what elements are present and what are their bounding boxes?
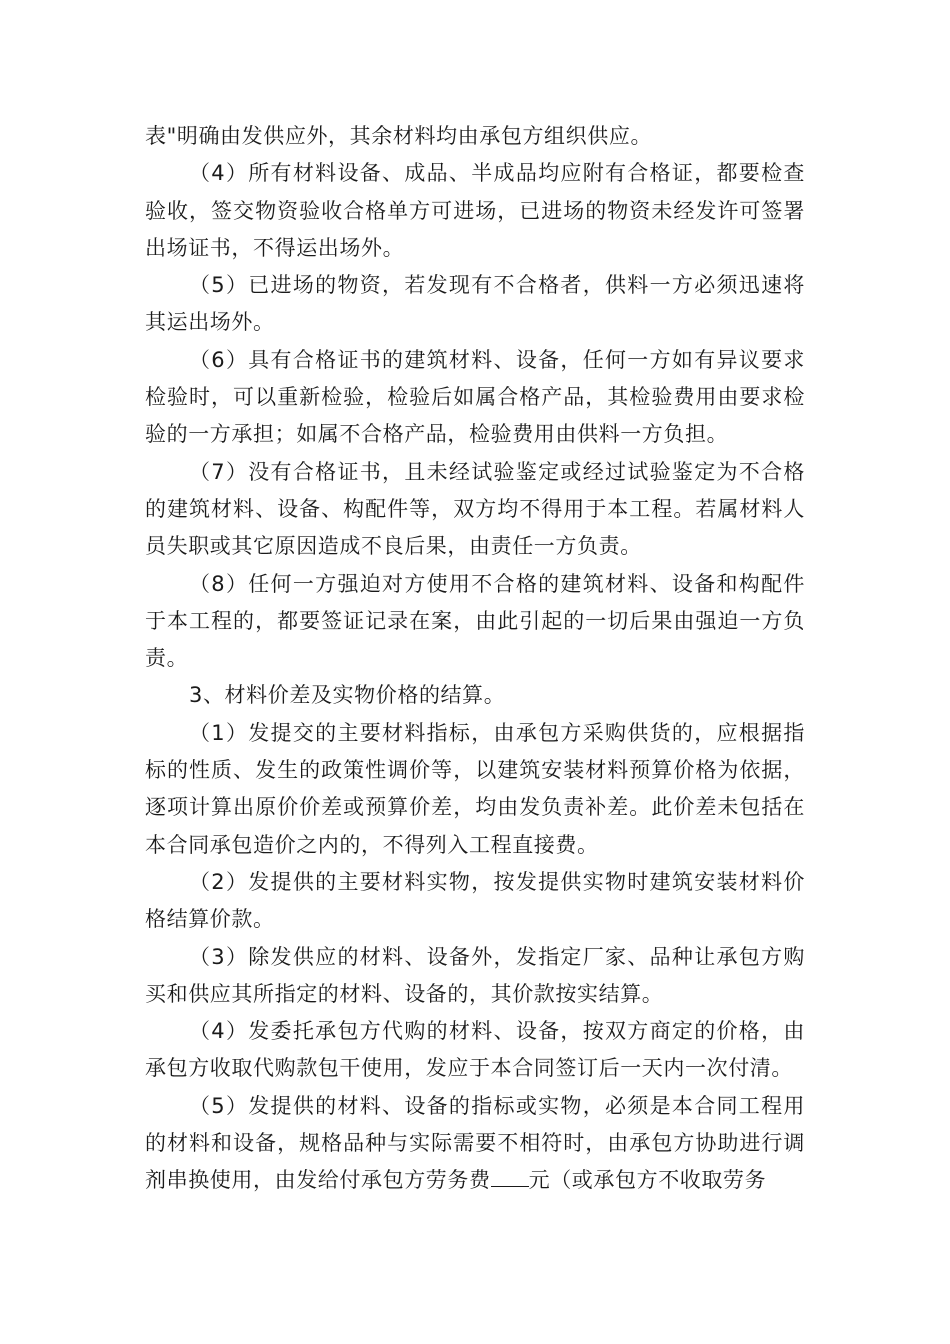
paragraph-item-4: （4）所有材料设备、成品、半成品均应附有合格证，都要检查验收，签交物资验收合格单方可进场，已进场的物资未经发许可签署出场证书，不得运出场外。 xyxy=(145,161,805,260)
document-body xyxy=(145,118,805,1200)
paragraph-price-3: （3）除发供应的材料、设备外，发指定厂家、品种让承包方购买和供应其所指定的材料、设备的，其价款按实结算。 xyxy=(145,944,805,1006)
paragraph-continuation: 表"明确由发供应外，其余材料均由承包方组织供应。 xyxy=(145,124,653,148)
paragraph-price-5-text-before: （5）发提供的材料、设备的指标或实物，必须是本合同工程用的材料和设备，规格品种与实际需要不相符时，由承包方协助进行调剂串换使用，由发给付承包方劳务费 xyxy=(145,1093,805,1193)
paragraph-item-8: （8）任何一方强迫对方使用不合格的建筑材料、设备和构配件于本工程的，都要签证记录在案，由此引起的一切后果由强迫一方负责。 xyxy=(145,571,805,671)
paragraph-item-6: （6）具有合格证书的建筑材料、设备，任何一方如有异议要求检验时，可以重新检验，检验后如属合格产品，其检验费用由要求检验的一方承担；如属不合格产品，检验费用由供料一方负担。 xyxy=(145,347,805,447)
fill-in-blank xyxy=(491,1165,529,1187)
paragraph-price-5-text-after: 元（或承包方不收取劳务 xyxy=(528,1168,767,1193)
paragraph-price-5 xyxy=(145,1088,805,1200)
paragraph-price-4: （4）发委托承包方代购的材料、设备，按双方商定的价格，由承包方收取代购款包干使用，发应于本合同签订后一天内一次付清。 xyxy=(145,1019,805,1081)
section-heading-3: 3、材料价差及实物价格的结算。 xyxy=(189,683,506,708)
paragraph-item-7: （7）没有合格证书，且未经试验鉴定或经过试验鉴定为不合格的建筑材料、设备、构配件等，双方均不得用于本工程。若属材料人员失职或其它原因造成不良后果，由责任一方负责。 xyxy=(145,459,805,559)
paragraph-item-5: （5）已进场的物资，若发现有不合格者，供料一方必须迅速将其运出场外。 xyxy=(145,273,805,335)
paragraph-price-1: （1）发提交的主要材料指标，由承包方采购供货的，应根据指标的性质、发生的政策性调价等，以建筑安装材料预算价格为依据，逐项计算出原价价差或预算价差，均由发负责补差。此价差未包括在本合同承包造价之内的，不得列入工程直接费。 xyxy=(145,720,805,857)
paragraph-price-2: （2）发提供的主要材料实物，按发提供实物时建筑安装材料价格结算价款。 xyxy=(145,869,805,932)
